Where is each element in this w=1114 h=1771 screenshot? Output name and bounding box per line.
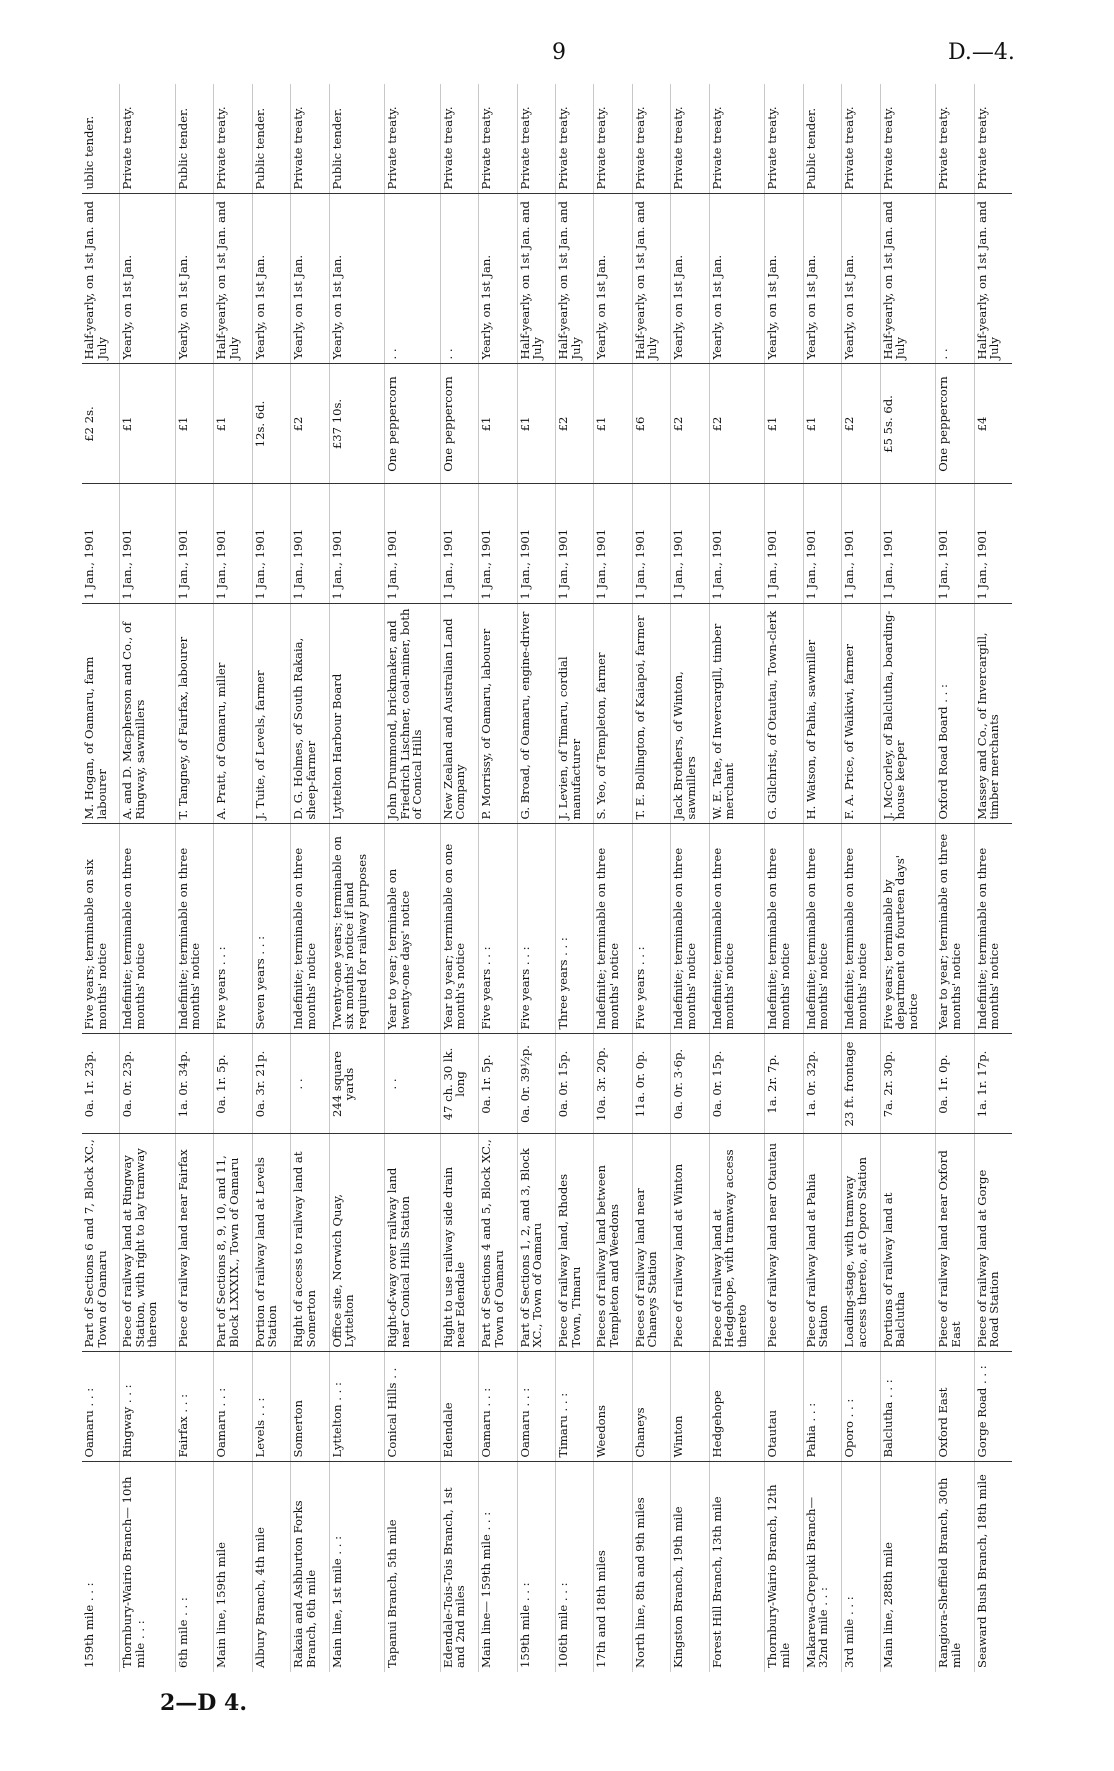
description-cell: Piece of railway land, Rhodes Town, Timaru [555, 1134, 593, 1352]
term-cell: Indefinite; terminable on three months' notice [594, 824, 632, 1034]
term-cell: Five years; terminable by department on fourteen days' notice [880, 824, 936, 1034]
lease-table-body [82, 84, 1012, 1672]
term-cell: Indefinite; terminable on three months' notice [709, 824, 765, 1034]
description-cell: Part of Sections 1, 2, and 3, Block XC., Town of Oamaru [517, 1134, 555, 1352]
area-cell: 10a. 3r. 20p. [594, 1034, 632, 1134]
rent-cell: £1 [765, 364, 803, 484]
area-cell: 0a. 3r. 21p. [252, 1034, 290, 1134]
rent-cell: £1 [803, 364, 841, 484]
rent-cell: £1 [594, 364, 632, 484]
commencement-cell: 1 Jan., 1901 [440, 484, 478, 604]
table-row [880, 84, 936, 1672]
description-cell: Piece of railway land at Ringway Station, with right to lay tramway thereon [120, 1134, 176, 1352]
commencement-cell: 1 Jan., 1901 [517, 484, 555, 604]
lessee-cell: D. G. Holmes, of South Rakaia, sheep-farmer [291, 604, 329, 824]
rent-cell: 12s. 6d. [252, 364, 290, 484]
mileage-cell: Forest Hill Branch, 13th mile [709, 1496, 724, 1668]
payable-cell: Yearly, on 1st Jan. [594, 194, 632, 364]
rent-cell: £6 [632, 364, 670, 484]
description-cell: Part of Sections 8, 9, 10, and 11, Block LXXXIX., Town of Oamaru [214, 1134, 252, 1352]
table-row [214, 84, 252, 1672]
commencement-cell: 1 Jan., 1901 [709, 484, 765, 604]
lessee-cell: T. Tangney, of Fairfax, labourer [175, 604, 213, 824]
table-row [291, 84, 329, 1672]
table-row [385, 84, 441, 1672]
how-let-cell: Private treaty. [120, 84, 176, 194]
area-cell: 7a. 2r. 30p. [880, 1034, 936, 1134]
mileage-cell: Main line, 288th mile [880, 1542, 895, 1668]
description-cell: Part of Sections 6 and 7, Block XC., Town of Oamaru [82, 1134, 120, 1352]
area-cell: 0a. 0r. 23p. [120, 1034, 176, 1134]
how-let-cell: Private treaty. [517, 84, 555, 194]
payable-cell: Yearly, on 1st Jan. [803, 194, 841, 364]
lessee-cell: A. and D. Macpherson and Co., of Ringway, sawmillers [120, 604, 176, 824]
commencement-cell: 1 Jan., 1901 [880, 484, 936, 604]
term-cell: Indefinite; terminable on three months' notice [765, 824, 803, 1034]
how-let-cell: Private treaty. [594, 84, 632, 194]
lessee-cell: T. E. Bollington, of Kaiapoi, farmer [632, 604, 670, 824]
how-let-cell: Public tender. [175, 84, 213, 194]
station-cell: Levels . . : [252, 1352, 290, 1462]
description-cell: Piece of railway land at Hedgehope, with tramway access thereto [709, 1134, 765, 1352]
payable-cell: . . [936, 194, 974, 364]
mileage-cell: 3rd mile . . : [842, 1596, 857, 1668]
table-row [252, 84, 290, 1672]
lessee-cell: Jack Brothers, of Winton, sawmillers [671, 604, 709, 824]
area-cell: 23 ft. frontage [842, 1034, 880, 1134]
lessee-cell: G. Gilchrist, of Otautau, Town-clerk [765, 604, 803, 824]
station-cell: Lyttelton . . : [329, 1352, 385, 1462]
station-cell: Gorge Road . . : [974, 1352, 1012, 1462]
how-let-cell: Private treaty. [291, 84, 329, 194]
table-row [842, 84, 880, 1672]
station-cell: Timaru . . : [555, 1352, 593, 1462]
payable-cell: Half-yearly, on 1st Jan. and July [974, 194, 1012, 364]
station-cell: Oamaru . . : [517, 1352, 555, 1462]
lessee-cell: G. Broad, of Oamaru, engine-driver [517, 604, 555, 824]
term-cell: Indefinite; terminable on three months' notice [974, 824, 1012, 1034]
rent-cell: £1 [120, 364, 176, 484]
how-let-cell: Private treaty. [671, 84, 709, 194]
lessee-cell: Massey and Co., of Invercargill, timber merchants [974, 604, 1012, 824]
how-let-cell: ublic tender. [82, 84, 120, 194]
term-cell: Five years . . : [214, 824, 252, 1034]
commencement-cell: 1 Jan., 1901 [252, 484, 290, 604]
mileage-cell: Edendale-Tois-Tois Branch, 1st and 2nd miles [440, 1487, 468, 1668]
table-row [517, 84, 555, 1672]
term-cell: Five years; terminable on six months' notice [82, 824, 120, 1034]
area-cell: 1a. 1r. 17p. [974, 1034, 1012, 1134]
station-cell: Otautau [765, 1352, 803, 1462]
station-cell: Conical Hills . . [385, 1352, 441, 1462]
station-cell: Oxford East [936, 1352, 974, 1462]
area-cell: . . [385, 1034, 441, 1134]
table-row [82, 84, 120, 1672]
lessee-cell: W. E. Tate, of Invercargill, timber merchant [709, 604, 765, 824]
rent-cell: £4 [974, 364, 1012, 484]
table-row [803, 84, 841, 1672]
rent-cell: £1 [517, 364, 555, 484]
lessee-cell: A. Pratt, of Oamaru, miller [214, 604, 252, 824]
payable-cell: Yearly, on 1st Jan. [842, 194, 880, 364]
mileage-cell: Rangiora-Sheffield Branch, 30th mile [936, 1477, 963, 1668]
how-let-cell: Private treaty. [632, 84, 670, 194]
lessee-cell: H. Watson, of Pahia, sawmiller [803, 604, 841, 824]
area-cell: 11a. 0r. 0p. [632, 1034, 670, 1134]
area-cell: 0a. 0r. 15p. [709, 1034, 765, 1134]
rent-cell: One peppercorn [385, 364, 441, 484]
description-cell: Piece of railway land at Pahia Station [803, 1134, 841, 1352]
table-row [594, 84, 632, 1672]
commencement-cell: 1 Jan., 1901 [632, 484, 670, 604]
rent-cell: £37 10s. [329, 364, 385, 484]
station-cell: Balclutha . . : [880, 1352, 936, 1462]
description-cell: Part of Sections 4 and 5, Block XC., Town of Oamaru [479, 1134, 517, 1352]
rent-cell: One peppercorn [936, 364, 974, 484]
area-cell: 0a. 1r. 5p. [479, 1034, 517, 1134]
rent-cell: £1 [214, 364, 252, 484]
rent-cell: £1 [175, 364, 213, 484]
station-cell: Winton [671, 1352, 709, 1462]
commencement-cell: 1 Jan., 1901 [82, 484, 120, 604]
area-cell: 1a. 2r. 7p. [765, 1034, 803, 1134]
description-cell: Pieces of railway land between Templeton and Weedons [594, 1134, 632, 1352]
table-row [709, 84, 765, 1672]
payable-cell: Half-yearly, on 1st Jan. and July [555, 194, 593, 364]
rent-cell: £1 [479, 364, 517, 484]
payable-cell: Half-yearly, on 1st Jan. and July [632, 194, 670, 364]
station-cell: Oamaru . . : [214, 1352, 252, 1462]
lessee-cell: Oxford Road Board . . : [936, 604, 974, 824]
lessee-cell: F. A. Price, of Waikiwi, farmer [842, 604, 880, 824]
description-cell: Right-of-way over railway land near Conical Hills Station [385, 1134, 441, 1352]
lessee-cell: John Drummond, brickmaker, and Friedrich Lischner, coal-miner, both of Conical Hills [385, 604, 441, 824]
commencement-cell: 1 Jan., 1901 [385, 484, 441, 604]
lessee-cell: J. McCorley, of Balclutha, boarding-house keeper [880, 604, 936, 824]
commencement-cell: 1 Jan., 1901 [175, 484, 213, 604]
payable-cell: . . [440, 194, 478, 364]
area-cell: 0a. 0r. 15p. [555, 1034, 593, 1134]
term-cell: Indefinite; terminable on three months' notice [120, 824, 176, 1034]
payable-cell: . . [385, 194, 441, 364]
area-cell: 0a. 1r. 5p. [214, 1034, 252, 1134]
how-let-cell: Private treaty. [214, 84, 252, 194]
how-let-cell: Public tender. [803, 84, 841, 194]
area-cell: 0a. 1r. 23p. [82, 1034, 120, 1134]
mileage-cell: Thornbury-Wairio Branch, 12th mile [765, 1484, 792, 1668]
mileage-cell: Tapanui Branch, 5th mile [385, 1519, 400, 1668]
table-row [974, 84, 1012, 1672]
area-cell: 0a. 1r. 0p. [936, 1034, 974, 1134]
area-cell: 1a. 0r. 32p. [803, 1034, 841, 1134]
description-cell: Piece of railway land near Fairfax [175, 1134, 213, 1352]
lessee-cell: P. Morrissy, of Oamaru, labourer [479, 604, 517, 824]
table-row [555, 84, 593, 1672]
mileage-cell: Seaward Bush Branch, 18th mile [974, 1474, 989, 1668]
how-let-cell: Public tender. [329, 84, 385, 194]
payable-cell: Yearly, on 1st Jan. [175, 194, 213, 364]
payable-cell: Yearly, on 1st Jan. [671, 194, 709, 364]
commencement-cell: 1 Jan., 1901 [936, 484, 974, 604]
how-let-cell: Private treaty. [440, 84, 478, 194]
commencement-cell: 1 Jan., 1901 [803, 484, 841, 604]
commencement-cell: 1 Jan., 1901 [671, 484, 709, 604]
how-let-cell: Private treaty. [842, 84, 880, 194]
rent-cell: £2 2s. [82, 364, 120, 484]
payable-cell: Yearly, on 1st Jan. [329, 194, 385, 364]
station-cell: Oamaru . . : [479, 1352, 517, 1462]
lease-table-rotated [82, 84, 1012, 1672]
commencement-cell: 1 Jan., 1901 [974, 484, 1012, 604]
term-cell: Seven years . . : [252, 824, 290, 1034]
description-cell: Piece of railway land at Gorge Road Station [974, 1134, 1012, 1352]
table-row [765, 84, 803, 1672]
term-cell: Year to year; terminable on one month's notice [440, 824, 478, 1034]
how-let-cell: Private treaty. [974, 84, 1012, 194]
payable-cell: Half-yearly, on 1st Jan. and July [880, 194, 936, 364]
table-row [120, 84, 176, 1672]
description-cell: Right to use railway side drain near Edendale [440, 1134, 478, 1352]
rent-cell: £2 [709, 364, 765, 484]
area-cell: 0a. 0r. 39½p. [517, 1034, 555, 1134]
station-cell: Ringway . . : [120, 1352, 176, 1462]
area-cell: 0a. 0r. 3·6p. [671, 1034, 709, 1134]
area-cell: 47 ch. 30 lk. long [440, 1034, 478, 1134]
station-cell: Hedgehope [709, 1352, 765, 1462]
description-cell: Pieces of railway land near Chaneys Station [632, 1134, 670, 1352]
term-cell: Indefinite; terminable on three months' notice [291, 824, 329, 1034]
term-cell: Five years . . : [479, 824, 517, 1034]
document-code: D.—4. [948, 40, 1015, 65]
payable-cell: Yearly, on 1st Jan. [765, 194, 803, 364]
description-cell: Portion of railway land at Levels Station [252, 1134, 290, 1352]
description-cell: Portions of railway land at Balclutha [880, 1134, 936, 1352]
commencement-cell: 1 Jan., 1901 [120, 484, 176, 604]
lessee-cell: J. Levien, of Timaru, cordial manufacturer [555, 604, 593, 824]
mileage-cell: 6th mile . . : [175, 1597, 190, 1668]
station-cell: Weedons [594, 1352, 632, 1462]
rent-cell: £5 5s. 6d. [880, 364, 936, 484]
mileage-cell: Main line, 1st mile . . : [329, 1535, 344, 1668]
commencement-cell: 1 Jan., 1901 [842, 484, 880, 604]
station-cell: Pahia . . : [803, 1352, 841, 1462]
description-cell: Piece of railway land near Oxford East [936, 1134, 974, 1352]
station-cell: Fairfax . . : [175, 1352, 213, 1462]
commencement-cell: 1 Jan., 1901 [594, 484, 632, 604]
lessee-cell: S. Yeo, of Templeton, farmer [594, 604, 632, 824]
mileage-cell: 159th mile . . : [517, 1582, 532, 1668]
mileage-cell: 106th mile . . : [555, 1582, 570, 1668]
rent-cell: One peppercorn [440, 364, 478, 484]
how-let-cell: Private treaty. [555, 84, 593, 194]
lessee-cell: Lyttelton Harbour Board [329, 604, 385, 824]
description-cell: Right of access to railway land at Somerton [291, 1134, 329, 1352]
rent-cell: £2 [842, 364, 880, 484]
term-cell: Indefinite; terminable on three months' notice [803, 824, 841, 1034]
how-let-cell: Private treaty. [765, 84, 803, 194]
lease-table-container [82, 84, 1012, 1672]
how-let-cell: Private treaty. [479, 84, 517, 194]
area-cell: 1a. 0r. 34p. [175, 1034, 213, 1134]
payable-cell: Yearly, on 1st Jan. [120, 194, 176, 364]
payable-cell: Yearly, on 1st Jan. [479, 194, 517, 364]
how-let-cell: Private treaty. [709, 84, 765, 194]
payable-cell: Half-yearly, on 1st Jan. and July [517, 194, 555, 364]
station-cell: Chaneys [632, 1352, 670, 1462]
payable-cell: Half-yearly, on 1st Jan. and July [214, 194, 252, 364]
description-cell: Loading-stage, with tramway access thereto, at Oporo Station [842, 1134, 880, 1352]
mileage-cell: Rakaia and Ashburton Forks Branch, 6th mile [291, 1500, 318, 1668]
term-cell: Indefinite; terminable on three months' notice [671, 824, 709, 1034]
term-cell: Five years . . : [517, 824, 555, 1034]
how-let-cell: Public tender. [252, 84, 290, 194]
commencement-cell: 1 Jan., 1901 [214, 484, 252, 604]
commencement-cell: 1 Jan., 1901 [329, 484, 385, 604]
commencement-cell: 1 Jan., 1901 [555, 484, 593, 604]
table-row [479, 84, 517, 1672]
mileage-cell: North line, 8th and 9th miles [632, 1497, 647, 1668]
term-cell: Indefinite; terminable on three months' notice [175, 824, 213, 1034]
how-let-cell: Private treaty. [385, 84, 441, 194]
lease-table [82, 84, 1012, 1672]
table-row [936, 84, 974, 1672]
mileage-cell: Makarewa-Orepuki Branch— 32nd mile . . : [803, 1496, 831, 1668]
station-cell: Oporo . . : [842, 1352, 880, 1462]
mileage-cell: 159th mile . . : [82, 1582, 96, 1668]
description-cell: Office site, Norwich Quay, Lyttelton [329, 1134, 385, 1352]
how-let-cell: Private treaty. [936, 84, 974, 194]
area-cell: 244 square yards [329, 1034, 385, 1134]
commencement-cell: 1 Jan., 1901 [765, 484, 803, 604]
mileage-cell: Thornbury-Wairio Branch— 10th mile . . : [120, 1476, 147, 1668]
mileage-cell: 17th and 18th miles [594, 1550, 609, 1668]
table-row [440, 84, 478, 1672]
term-cell: Year to year; terminable on twenty-one days' notice [385, 824, 441, 1034]
table-row [671, 84, 709, 1672]
description-cell: Piece of railway land near Otautau [765, 1134, 803, 1352]
area-cell: . . [291, 1034, 329, 1134]
term-cell: Indefinite; terminable on three months' notice [842, 824, 880, 1034]
lessee-cell: New Zealand and Australian Land Company [440, 604, 478, 824]
rent-cell: £2 [671, 364, 709, 484]
rent-cell: £2 [555, 364, 593, 484]
table-row [632, 84, 670, 1672]
signature-mark: 2—D 4. [160, 1690, 248, 1716]
payable-cell: Yearly, on 1st Jan. [709, 194, 765, 364]
payable-cell: Half-yearly, on 1st Jan. and July [82, 194, 120, 364]
term-cell: Twenty-one years; terminable on six months' notice if land required for railway purposes [329, 824, 385, 1034]
station-cell: Somerton [291, 1352, 329, 1462]
lessee-cell: J. Tuite, of Levels, farmer [252, 604, 290, 824]
mileage-cell: Albury Branch, 4th mile [252, 1527, 267, 1668]
page-number: 9 [552, 40, 566, 65]
mileage-cell: Kingston Branch, 19th mile [671, 1506, 686, 1668]
payable-cell: Yearly, on 1st Jan. [291, 194, 329, 364]
table-row [329, 84, 385, 1672]
lessee-cell: M. Hogan, of Oamaru, farm labourer [82, 604, 120, 824]
mileage-cell: Main line, 159th mile [214, 1542, 229, 1668]
term-cell: Five years . . : [632, 824, 670, 1034]
commencement-cell: 1 Jan., 1901 [479, 484, 517, 604]
station-cell: Edendale [440, 1352, 478, 1462]
how-let-cell: Private treaty. [880, 84, 936, 194]
station-cell: Oamaru . . : [82, 1352, 120, 1462]
description-cell: Piece of railway land at Winton [671, 1134, 709, 1352]
rent-cell: £2 [291, 364, 329, 484]
payable-cell: Yearly, on 1st Jan. [252, 194, 290, 364]
term-cell: Three years . . : [555, 824, 593, 1034]
commencement-cell: 1 Jan., 1901 [291, 484, 329, 604]
term-cell: Year to year; terminable on three months' notice [936, 824, 974, 1034]
table-row [175, 84, 213, 1672]
mileage-cell: Main line— 159th mile . . : [479, 1511, 494, 1668]
